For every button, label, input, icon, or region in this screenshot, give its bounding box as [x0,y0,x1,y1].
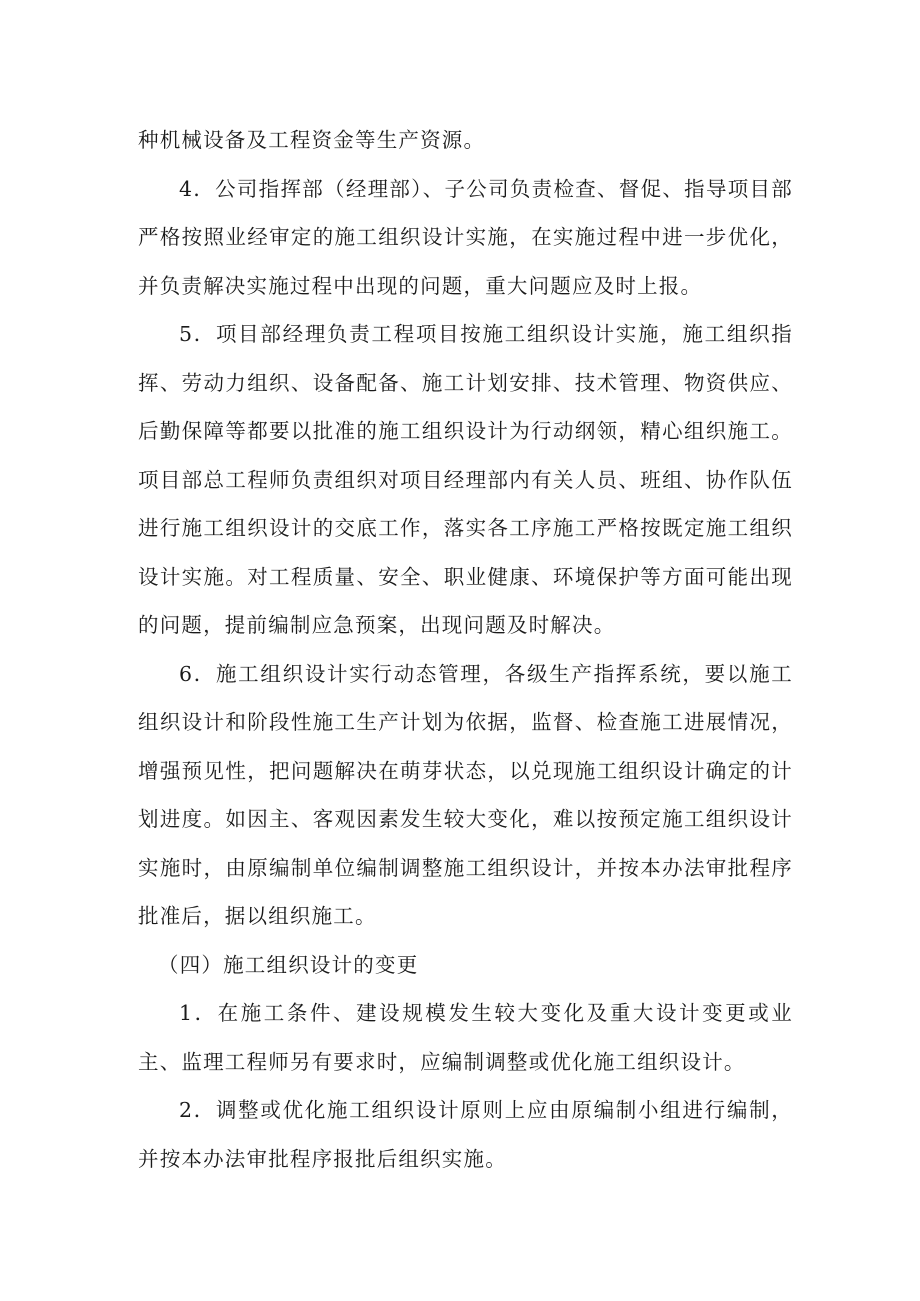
paragraph-item-4: 4．公司指挥部（经理部）、子公司负责检查、督促、指导项目部严格按照业经审定的施工组织设计实施，在实施过程中进一步优化，并负责解决实施过程中出现的问题，重大问题应及时上报。 [138,176,793,298]
paragraph-item-6: 6．施工组织设计实行动态管理，各级生产指挥系统，要以施工组织设计和阶段性施工生产计划为依据，监督、检查施工进展情况，增强预见性，把问题解决在萌芽状态，以兑现施工组织设计确定的计划进度。如因主、客观因素发生较大变化，难以按预定施工组织设计实施时，由原编制单位编制调整施工组织设计，并按本办法审批程序批准后，据以组织施工。 [138,661,793,928]
section-heading: （四）施工组织设计的变更 [158,952,419,977]
document-body [138,116,793,1183]
paragraph-item-5: 5．项目部经理负责工程项目按施工组织设计实施，施工组织指挥、劳动力组织、设备配备、施工计划安排、技术管理、物资供应、后勤保障等都要以批准的施工组织设计为行动纲领，精心组织施工。项目部总工程师负责组织对项目经理部内有关人员、班组、协作队伍进行施工组织设计的交底工作，落实各工序施工严格按既定施工组织设计实施。对工程质量、安全、职业健康、环境保护等方面可能出现的问题，提前编制应急预案，出现问题及时解决。 [138,322,793,637]
paragraph-item-2: 2．调整或优化施工组织设计原则上应由原编制小组进行编制，并按本办法审批程序报批后组织实施。 [138,1098,793,1171]
paragraph-continuation: 种机械设备及工程资金等生产资源。 [138,128,486,152]
paragraph-item-1: 1．在施工条件、建设规模发生较大变化及重大设计变更或业主、监理工程师另有要求时，应编制调整或优化施工组织设计。 [138,1001,793,1074]
